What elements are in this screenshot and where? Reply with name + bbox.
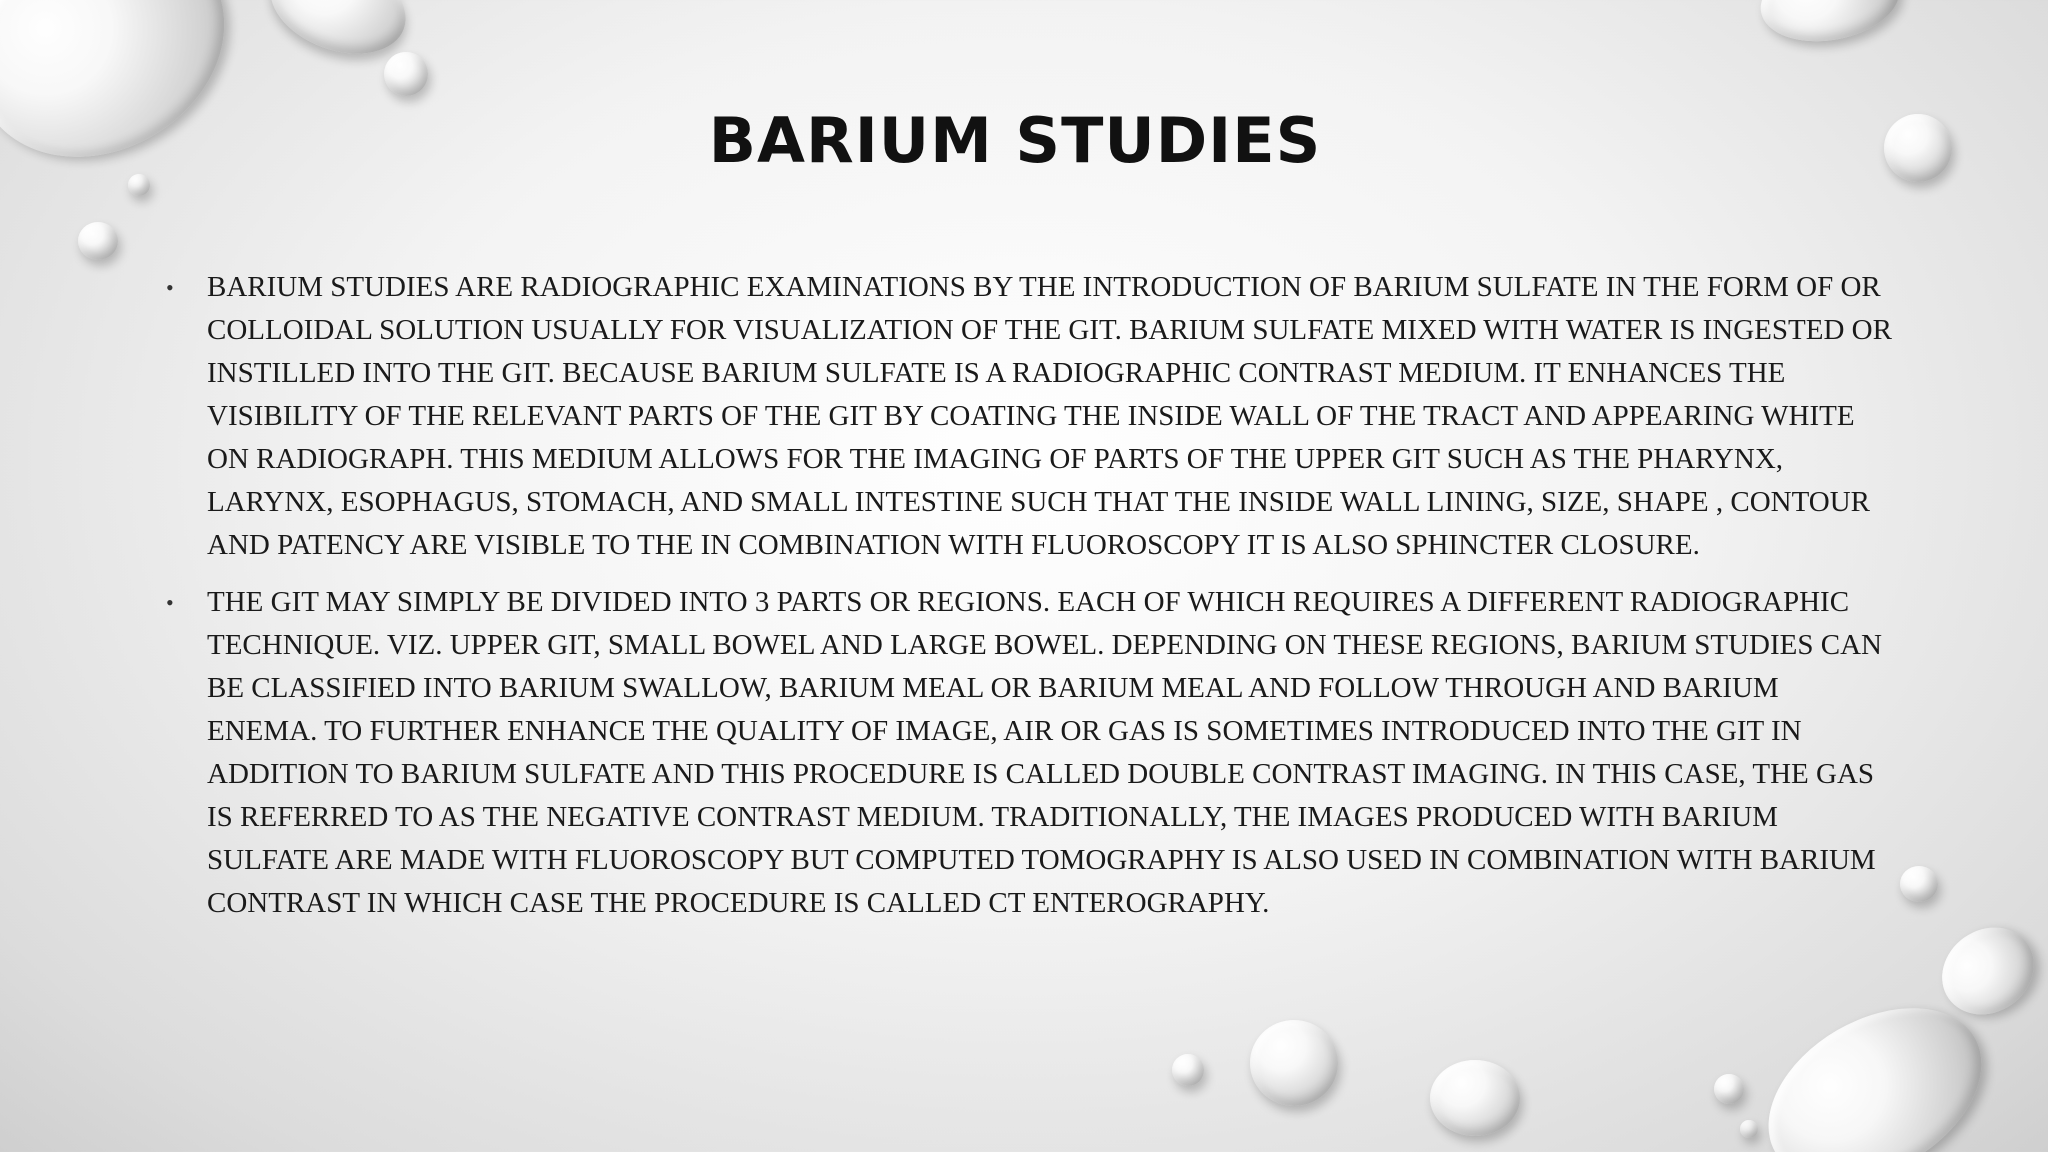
water-droplet-top-left-small	[384, 52, 428, 96]
bullet-text: BARIUM STUDIES ARE RADIOGRAPHIC EXAMINATIONS BY THE INTRODUCTION OF BARIUM SULFATE IN THE FORM OF OR COLLOIDAL SOLUTION USUALLY FOR VISUALIZATION OF THE GIT. BARIUM SULFATE MIXED WITH WATER IS INGESTED OR INSTILLED INTO THE GIT. BECAUSE BARIUM SULFATE IS A RADIOGRAPHIC CONTRAST MEDIUM. IT ENHANCES THE VISIBILITY OF THE RELEVANT PARTS OF THE GIT BY COATING THE INSIDE WALL OF THE TRACT AND APPEARING WHITE ON RADIOGRAPH. THIS MEDIUM ALLOWS FOR THE IMAGING OF PARTS OF THE UPPER GIT SUCH AS THE PHARYNX, LARYNX, ESOPHAGUS, STOMACH, AND SMALL INTESTINE SUCH THAT THE INSIDE WALL LINING, SIZE, SHAPE , CONTOUR AND PATENCY ARE VISIBLE TO THE IN COMBINATION WITH FLUOROSCOPY IT IS ALSO SPHINCTER CLOSURE.	[207, 271, 1892, 561]
water-droplet-right-small	[1900, 866, 1938, 902]
bullet-marker: •	[166, 590, 174, 615]
bullet-marker: •	[166, 275, 174, 300]
water-droplet-left-tiny	[128, 174, 150, 196]
water-droplet-top-right	[1754, 0, 1906, 52]
water-droplet-bottom-center-large	[1250, 1020, 1338, 1106]
slide-title: BARIUM STUDIES	[708, 104, 1322, 177]
water-droplet-bottom-right-dot	[1740, 1120, 1758, 1138]
bullet-list	[166, 266, 1892, 939]
water-droplet-bottom-right-tiny	[1714, 1074, 1744, 1104]
bullet-item	[166, 266, 1892, 567]
water-droplet-bottom-center-oval	[1430, 1060, 1520, 1136]
bullet-item	[166, 581, 1892, 925]
water-droplet-bottom-center-small	[1172, 1054, 1204, 1086]
bullet-text: THE GIT MAY SIMPLY BE DIVIDED INTO 3 PARTS OR REGIONS. EACH OF WHICH REQUIRES A DIFFERENT RADIOGRAPHIC TECHNIQUE. VIZ. UPPER GIT, SMALL BOWEL AND LARGE BOWEL. DEPENDING ON THESE REGIONS, BARIUM STUDIES CAN BE CLASSIFIED INTO BARIUM SWALLOW, BARIUM MEAL OR BARIUM MEAL AND FOLLOW THROUGH AND BARIUM ENEMA. TO FURTHER ENHANCE THE QUALITY OF IMAGE, AIR OR GAS IS SOMETIMES INTRODUCED INTO THE GIT IN ADDITION TO BARIUM SULFATE AND THIS PROCEDURE IS CALLED DOUBLE CONTRAST IMAGING. IN THIS CASE, THE GAS IS REFERRED TO AS THE NEGATIVE CONTRAST MEDIUM. TRADITIONALLY, THE IMAGES PRODUCED WITH BARIUM SULFATE ARE MADE WITH FLUOROSCOPY BUT COMPUTED TOMOGRAPHY IS ALSO USED IN COMBINATION WITH BARIUM CONTRAST IN WHICH CASE THE PROCEDURE IS CALLED CT ENTEROGRAPHY.	[207, 586, 1882, 919]
water-droplet-left-small	[78, 222, 118, 260]
